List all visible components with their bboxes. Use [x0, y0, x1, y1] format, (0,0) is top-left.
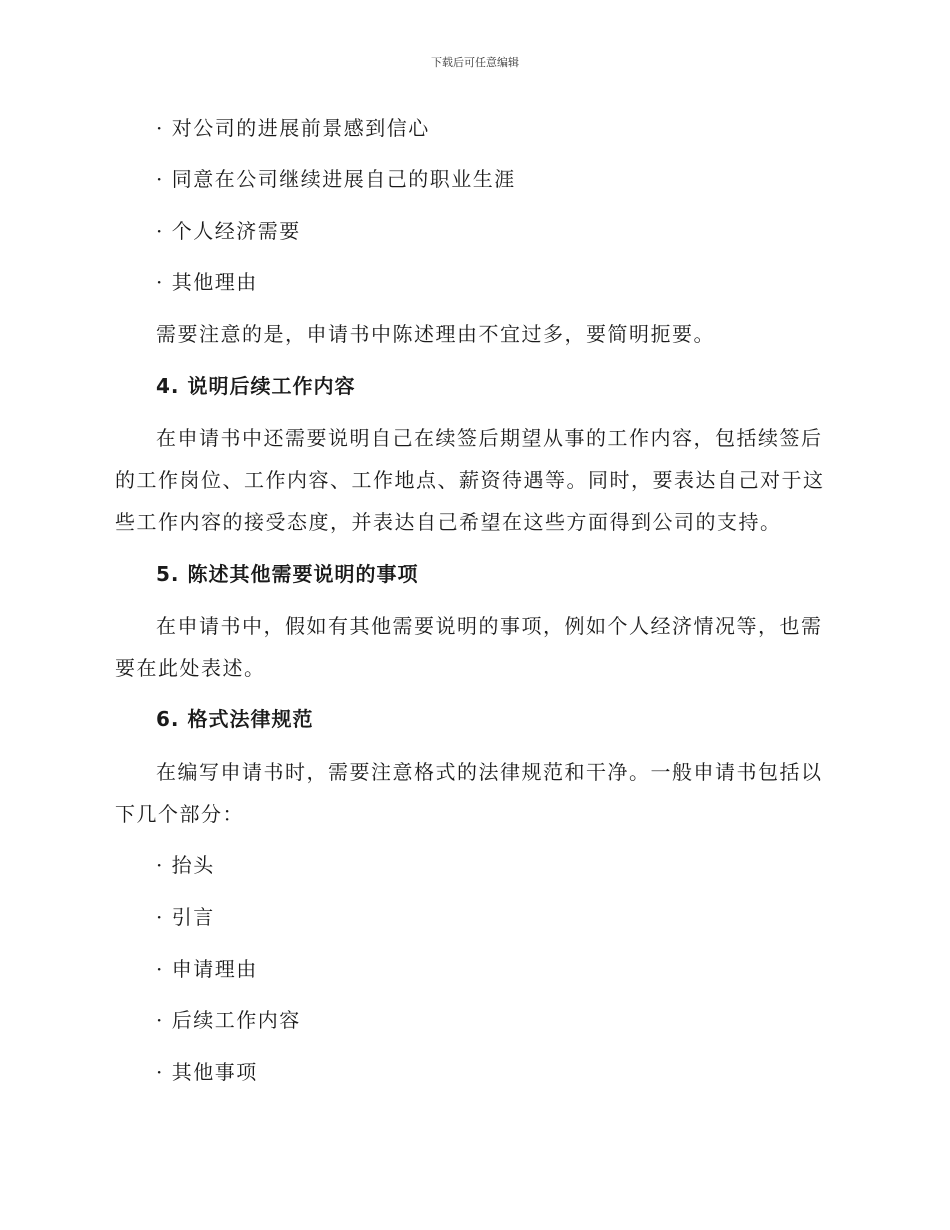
paragraph-line: 在编写申请书时，需要注意格式的法律规范和干净。一般申请书包括以: [156, 760, 823, 784]
section-heading: 6. 格式法律规范: [156, 707, 314, 731]
paragraph-line: 在申请书中，假如有其他需要说明的事项，例如个人经济情况等，也需: [156, 614, 823, 638]
page-header: 下载后可任意编辑: [431, 56, 519, 69]
paragraph-line: 要在此处表述。: [115, 656, 266, 680]
note-paragraph: 需要注意的是，申请书中陈述理由不宜过多，要简明扼要。: [156, 322, 715, 346]
list-item: · 其他理由: [156, 270, 258, 294]
list-item: · 其他事项: [156, 1060, 258, 1084]
list-item: · 个人经济需要: [156, 219, 301, 243]
section-heading: 5. 陈述其他需要说明的事项: [156, 562, 419, 586]
list-item: · 申请理由: [156, 957, 258, 981]
list-item: · 后续工作内容: [156, 1008, 301, 1032]
section-heading: 4. 说明后续工作内容: [156, 374, 356, 398]
paragraph-line: 的工作岗位、工作内容、工作地点、薪资待遇等。同时，要表达自己对于这: [115, 468, 825, 492]
paragraph-line: 些工作内容的接受态度，并表达自己希望在这些方面得到公司的支持。: [115, 510, 782, 534]
paragraph-line: 在申请书中还需要说明自己在续签后期望从事的工作内容，包括续签后: [156, 426, 823, 450]
list-item: · 对公司的进展前景感到信心: [156, 116, 430, 140]
paragraph-line: 下几个部分：: [115, 802, 244, 826]
list-item: · 抬头: [156, 853, 215, 877]
list-item: · 引言: [156, 905, 215, 929]
list-item: · 同意在公司继续进展自己的职业生涯: [156, 167, 516, 191]
